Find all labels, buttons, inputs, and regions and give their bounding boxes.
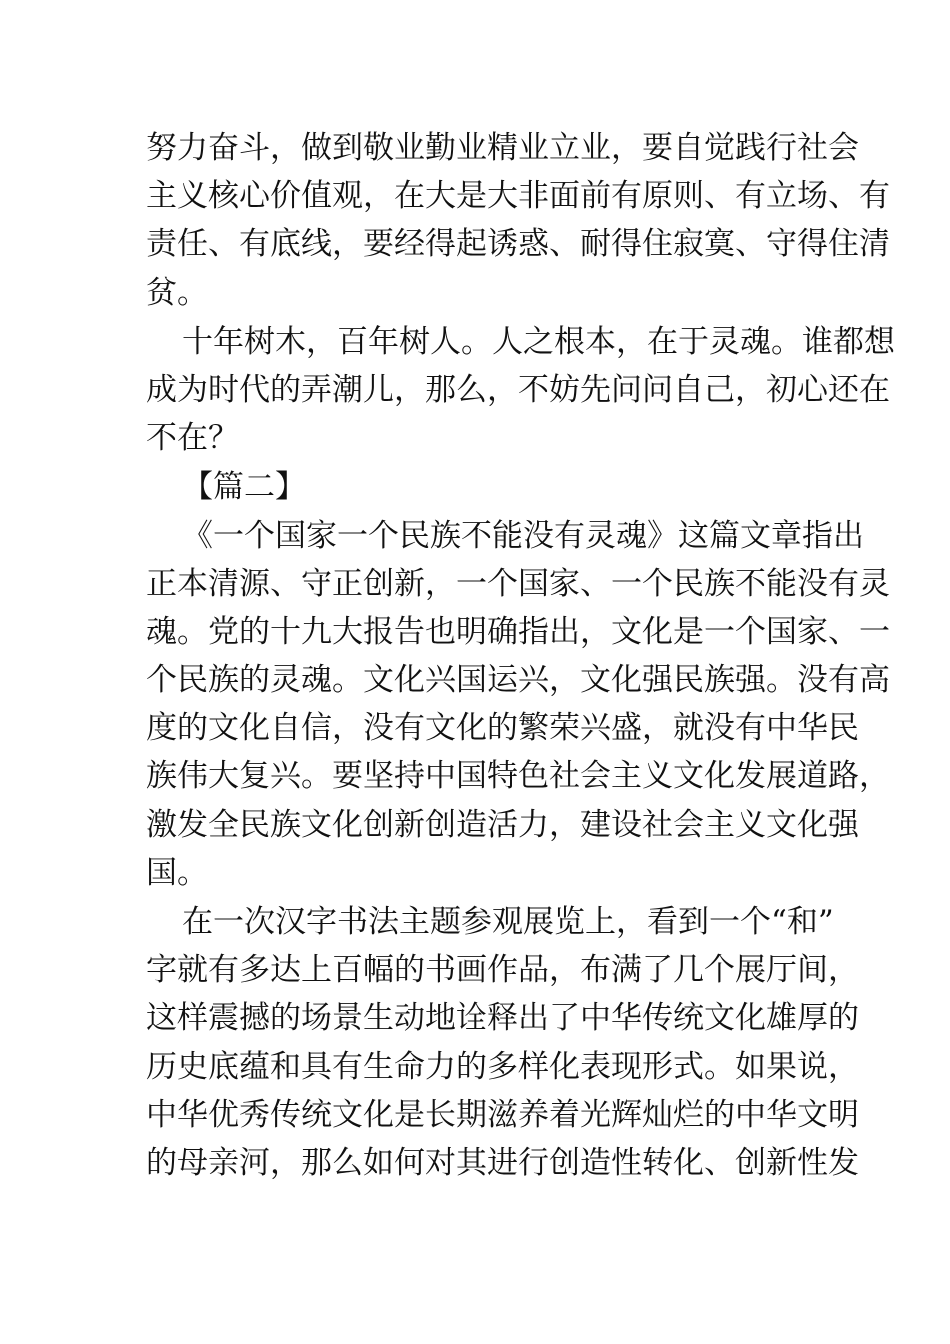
text-line: 历史底蕴和具有生命力的多样化表现形式。如果说， bbox=[146, 1048, 859, 1085]
text-line: 中华优秀传统文化是长期滋养着光辉灿烂的中华文明 bbox=[146, 1096, 859, 1133]
text-line: 族伟大复兴。要坚持中国特色社会主义文化发展道路， bbox=[146, 758, 890, 795]
text-line: 十年树木，百年树人。人之根本，在于灵魂。谁都想 bbox=[182, 323, 895, 360]
text-line: 魂。党的十九大报告也明确指出，文化是一个国家、一 bbox=[146, 613, 890, 650]
document-body bbox=[146, 124, 895, 1187]
paragraph bbox=[146, 512, 890, 898]
text-line: 贫。 bbox=[146, 274, 208, 311]
text-line: 责任、有底线，要经得起诱惑、耐得住寂寞、守得住清 bbox=[146, 226, 890, 263]
section-heading-block bbox=[146, 463, 810, 511]
text-line: 《一个国家一个民族不能没有灵魂》这篇文章指出 bbox=[182, 517, 864, 554]
paragraph bbox=[146, 124, 890, 317]
text-line: 个民族的灵魂。文化兴国运兴，文化强民族强。没有高 bbox=[146, 662, 890, 699]
text-line: 成为时代的弄潮儿，那么，不妨先问问自己，初心还在 bbox=[146, 371, 890, 408]
text-line: 在一次汉字书法主题参观展览上，看到一个“和” bbox=[182, 904, 834, 940]
text-line: 不在？ bbox=[146, 420, 239, 457]
text-line: 的母亲河，那么如何对其进行创造性转化、创新性发 bbox=[146, 1144, 859, 1181]
paragraph bbox=[146, 318, 895, 463]
text-line: 正本清源、守正创新，一个国家、一个民族不能没有灵 bbox=[146, 565, 890, 602]
section-heading: 【篇二】 bbox=[182, 469, 306, 506]
text-line: 度的文化自信，没有文化的繁荣兴盛，就没有中华民 bbox=[146, 710, 859, 747]
text-line: 努力奋斗，做到敬业勤业精业立业，要自觉践行社会 bbox=[146, 130, 859, 166]
paragraph bbox=[146, 898, 859, 1187]
text-line: 字就有多达上百幅的书画作品，布满了几个展厅间， bbox=[146, 952, 859, 989]
text-line: 这样震撼的场景生动地诠释出了中华传统文化雄厚的 bbox=[146, 1000, 859, 1037]
text-line: 主义核心价值观，在大是大非面前有原则、有立场、有 bbox=[146, 178, 890, 215]
text-line: 国。 bbox=[146, 854, 208, 891]
text-line: 激发全民族文化创新创造活力，建设社会主义文化强 bbox=[146, 806, 859, 843]
